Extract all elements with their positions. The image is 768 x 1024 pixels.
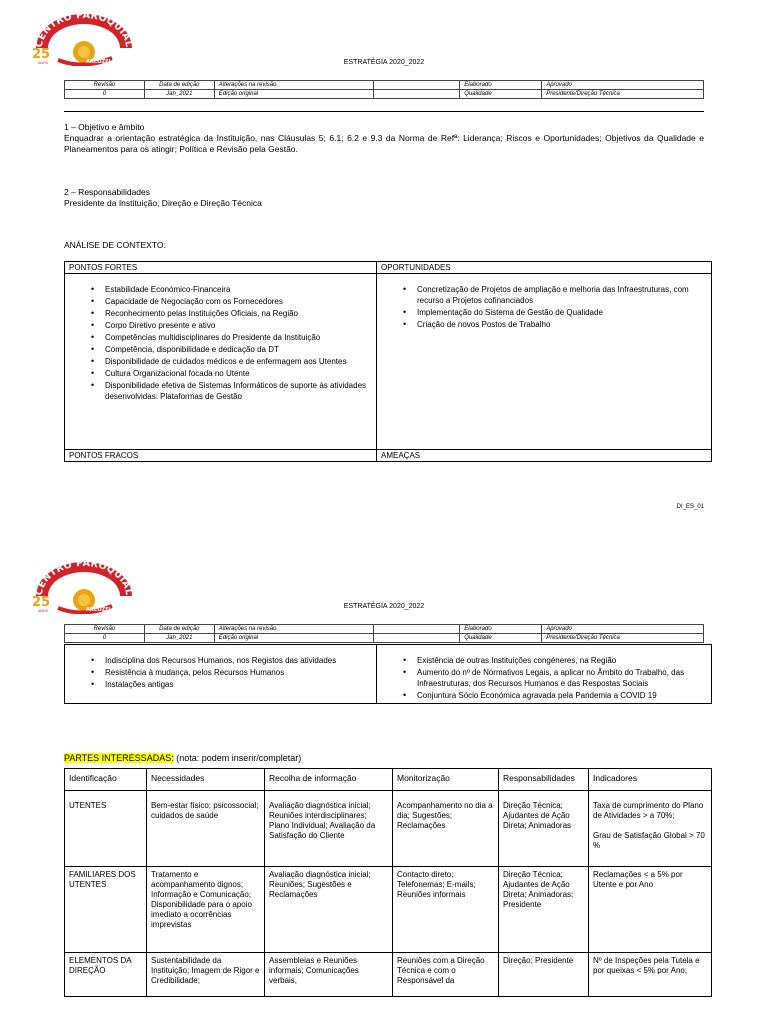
stakeholders-table bbox=[64, 768, 712, 997]
blank-header bbox=[374, 625, 460, 634]
column-header: Monitorização bbox=[393, 769, 499, 791]
strengths-label: PONTOS FORTES bbox=[65, 262, 377, 274]
cell-needs: Tratamento e acompanhamento dignos; Informação e Comunicação; Disponibilidade para o apoio imediato a ocorrências imprevistas bbox=[147, 867, 265, 953]
column-header: Recolha de informação bbox=[265, 769, 393, 791]
section-responsibilities-heading: 2 – Responsabilidades bbox=[64, 187, 151, 197]
document-title: ESTRATÉGIA 2020_2022 bbox=[343, 603, 425, 610]
svg-text:ARCOZELO: ARCOZELO bbox=[86, 607, 116, 613]
list-item: • Existência de outras Instituições congéneres, na Região bbox=[417, 655, 707, 666]
opportunities-cell bbox=[377, 274, 712, 450]
cell-monitoring: Reuniões com a Direção Técnica e com o Responsável da bbox=[393, 953, 499, 997]
indicator-text: Grau de Satisfação Global > 70 % bbox=[593, 831, 705, 850]
column-header: Necessidades bbox=[147, 769, 265, 791]
list-item: • Reconhecimento pelas Instituições Oficiais, na Região bbox=[105, 308, 372, 319]
section-responsibilities bbox=[64, 187, 704, 209]
centro-paroquial-logo bbox=[28, 8, 140, 66]
cell-indicators bbox=[589, 953, 712, 997]
svg-text:ANOS: ANOS bbox=[38, 609, 48, 613]
approved-value: Presidente/Direção Técnica bbox=[542, 90, 704, 99]
cell-needs: Bem-estar físico; psicossocial; cuidados de saúde bbox=[147, 791, 265, 867]
changes-value: Edição original bbox=[214, 634, 374, 643]
revision-header-row bbox=[65, 81, 704, 90]
cell-responsibility: Direção; Presidente bbox=[499, 953, 589, 997]
blank-value bbox=[374, 634, 460, 643]
prepared-header: Elaborado bbox=[460, 625, 542, 634]
svg-text:CENTRO PAROQUIAL: CENTRO PAROQUIAL bbox=[33, 557, 135, 597]
column-header: Responsabilidades bbox=[499, 769, 589, 791]
svg-text:25: 25 bbox=[32, 595, 51, 610]
list-item: • Criação de novos Postos de Trabalho bbox=[417, 319, 707, 330]
blank-value bbox=[374, 90, 460, 99]
cell-collection: Avaliação diagnóstica inicial; Reuniões interdisciplinares; Plano Individual; Avaliação da Satisfação do Cliente bbox=[265, 791, 393, 867]
svg-text:25: 25 bbox=[32, 47, 51, 62]
weaknesses-list bbox=[69, 655, 372, 690]
svg-text:CENTRO PAROQUIAL: CENTRO PAROQUIAL bbox=[33, 9, 135, 49]
table-row bbox=[65, 791, 712, 867]
stakeholders-header-row bbox=[65, 769, 712, 791]
changes-header: Alterações na revisão bbox=[214, 625, 374, 634]
column-header: Identificação bbox=[65, 769, 147, 791]
prepared-value: Qualidade bbox=[460, 90, 542, 99]
strengths-cell bbox=[65, 274, 377, 450]
weaknesses-cell bbox=[65, 645, 377, 704]
cell-needs: Sustentabilidade da Instituição; Imagem de Rigor e Credibilidade; bbox=[147, 953, 265, 997]
blank-header bbox=[374, 81, 460, 90]
cell-monitoring: Contacto direto; Telefonemas; E-mails; Reuniões informais bbox=[393, 867, 499, 953]
header-divider bbox=[64, 111, 704, 112]
stakeholders-note: (nota: podem inserir/completar) bbox=[176, 753, 302, 763]
section-objective bbox=[64, 122, 704, 155]
cell-responsibility: Direção Técnica; Ajudantes de Ação Direta; Animadoras; Presidente bbox=[499, 867, 589, 953]
list-item: • Implementação do Sistema de Gestão de Qualidade bbox=[417, 307, 707, 318]
cell-responsibility: Direção Técnica; Ajudantes de Ação Direta; Animadoras bbox=[499, 791, 589, 867]
list-item: • Indisciplina dos Recursos Humanos, nos Registos das atividades bbox=[105, 655, 372, 666]
cell-id: UTENTES bbox=[65, 791, 147, 867]
svg-text:ARCOZELO: ARCOZELO bbox=[86, 59, 116, 65]
opportunities-list bbox=[381, 284, 707, 330]
list-item: • Conjuntura Sócio Económica agravada pela Pandemia a COVID 19 bbox=[417, 690, 707, 701]
list-item: • Instalações antigas bbox=[105, 679, 372, 690]
list-item: • Estabilidade Económico-Financeira bbox=[105, 284, 372, 295]
revision-header: Revisão bbox=[65, 625, 145, 634]
revision-value: 0 bbox=[65, 634, 145, 643]
section-responsibilities-text: Presidente da Instituição, Direção e Direção Técnica bbox=[64, 198, 262, 208]
edit-date-header: Data de edição bbox=[144, 625, 214, 634]
list-item: • Aumento do nº de Normativos Legais, a aplicar no Âmbito do Trabalho, das Infraestruturas, dos Recursos Humanos e das Respostas Sociais bbox=[417, 667, 707, 689]
indicator-text: Reclamações < a 5% por Utente e por Ano bbox=[593, 870, 683, 889]
changes-value: Edição original bbox=[214, 90, 374, 99]
list-item: • Disponibilidade de cuidados médicos e de enfermagem aos Utentes bbox=[105, 356, 372, 367]
list-item: • Resistência à mudança, pelos Recursos Humanos bbox=[105, 667, 372, 678]
cell-collection: Avaliação diagnóstica inicial; Reuniões; Sugestões e Reclamações bbox=[265, 867, 393, 953]
list-item: • Corpo Diretivo presente e ativo bbox=[105, 320, 372, 331]
approved-header: Aprovado bbox=[542, 81, 704, 90]
cell-id: ELEMENTOS DA DIREÇÃO bbox=[65, 953, 147, 997]
threats-label: AMEAÇAS bbox=[377, 450, 712, 462]
context-table-1 bbox=[64, 261, 712, 462]
list-item: • Disponibilidade efetiva de Sistemas Informáticos de suporte às atividades desenvolvidas: Plataformas de Gestão bbox=[105, 380, 372, 402]
section-objective-heading: 1 – Objetivo e âmbito bbox=[64, 122, 145, 132]
context-heading: ANÁLISE DE CONTEXTO: bbox=[64, 240, 166, 250]
list-item: • Competências multidisciplinares do Presidente da Instituição bbox=[105, 332, 372, 343]
revision-header: Revisão bbox=[65, 81, 145, 90]
list-item: • Capacidade de Negociação com os Fornecedores bbox=[105, 296, 372, 307]
context-table-2 bbox=[64, 644, 712, 704]
approved-header: Aprovado bbox=[542, 625, 704, 634]
weaknesses-label: PONTOS FRACOS bbox=[65, 450, 377, 462]
stakeholders-heading: PARTES INTERESSADAS: bbox=[64, 753, 174, 763]
stakeholders-heading-line bbox=[64, 753, 704, 764]
changes-header: Alterações na revisão bbox=[214, 81, 374, 90]
document-code: DI_ES_01 bbox=[676, 504, 704, 510]
page-2 bbox=[0, 548, 768, 1024]
cell-indicators bbox=[589, 867, 712, 953]
cell-indicators bbox=[589, 791, 712, 867]
approved-value: Presidente/Direção Técnica bbox=[542, 634, 704, 643]
strengths-list bbox=[69, 284, 372, 402]
list-item: • Concretização de Projetos de ampliação e melhoria das Infraestruturas, com recurso a Projetos cofinanciados bbox=[417, 284, 707, 306]
list-item: • Cultura Organizacional focada no Utente bbox=[105, 368, 372, 379]
section-objective-text: Enquadrar a orientação estratégica da Instituição, nas Cláusulas 5; 6.1; 6.2 e 9.3 da Norma de Refª: Liderança; Riscos e Oportunidades; Objetivos da Qualidade e Planeamentos para os atingir; Política e Revisão pela Gestão. bbox=[64, 133, 704, 154]
column-header: Indicadores bbox=[589, 769, 712, 791]
threats-list bbox=[381, 655, 707, 701]
opportunities-label: OPORTUNIDADES bbox=[377, 262, 712, 274]
edit-date-header: Data de edição bbox=[144, 81, 214, 90]
prepared-header: Elaborado bbox=[460, 81, 542, 90]
edit-date-value: Jan_2021 bbox=[144, 90, 214, 99]
revision-table bbox=[64, 624, 704, 643]
threats-cell bbox=[377, 645, 712, 704]
list-item: • Competência, disponibilidade e dedicação da DT bbox=[105, 344, 372, 355]
cell-monitoring: Acompanhamento no dia a dia; Sugestões; Reclamações bbox=[393, 791, 499, 867]
revision-table bbox=[64, 80, 704, 99]
indicator-text: Taxa de cumprimento do Plano de Atividades > a 70%; bbox=[593, 801, 704, 820]
cell-collection: Assembleias e Reuniões informais; Comunicações verbais, bbox=[265, 953, 393, 997]
revision-value: 0 bbox=[65, 90, 145, 99]
cell-id: FAMILIARES DOS UTENTES bbox=[65, 867, 147, 953]
svg-text:ANOS: ANOS bbox=[38, 61, 48, 65]
revision-row bbox=[65, 90, 704, 99]
prepared-value: Qualidade bbox=[460, 634, 542, 643]
table-row bbox=[65, 867, 712, 953]
table-row bbox=[65, 953, 712, 997]
edit-date-value: Jan_2021 bbox=[144, 634, 214, 643]
indicator-text: Nº de Inspeções pela Tutela e por queixas < 5% por Ano; bbox=[593, 956, 700, 975]
document-title: ESTRATÉGIA 2020_2022 bbox=[343, 59, 425, 66]
